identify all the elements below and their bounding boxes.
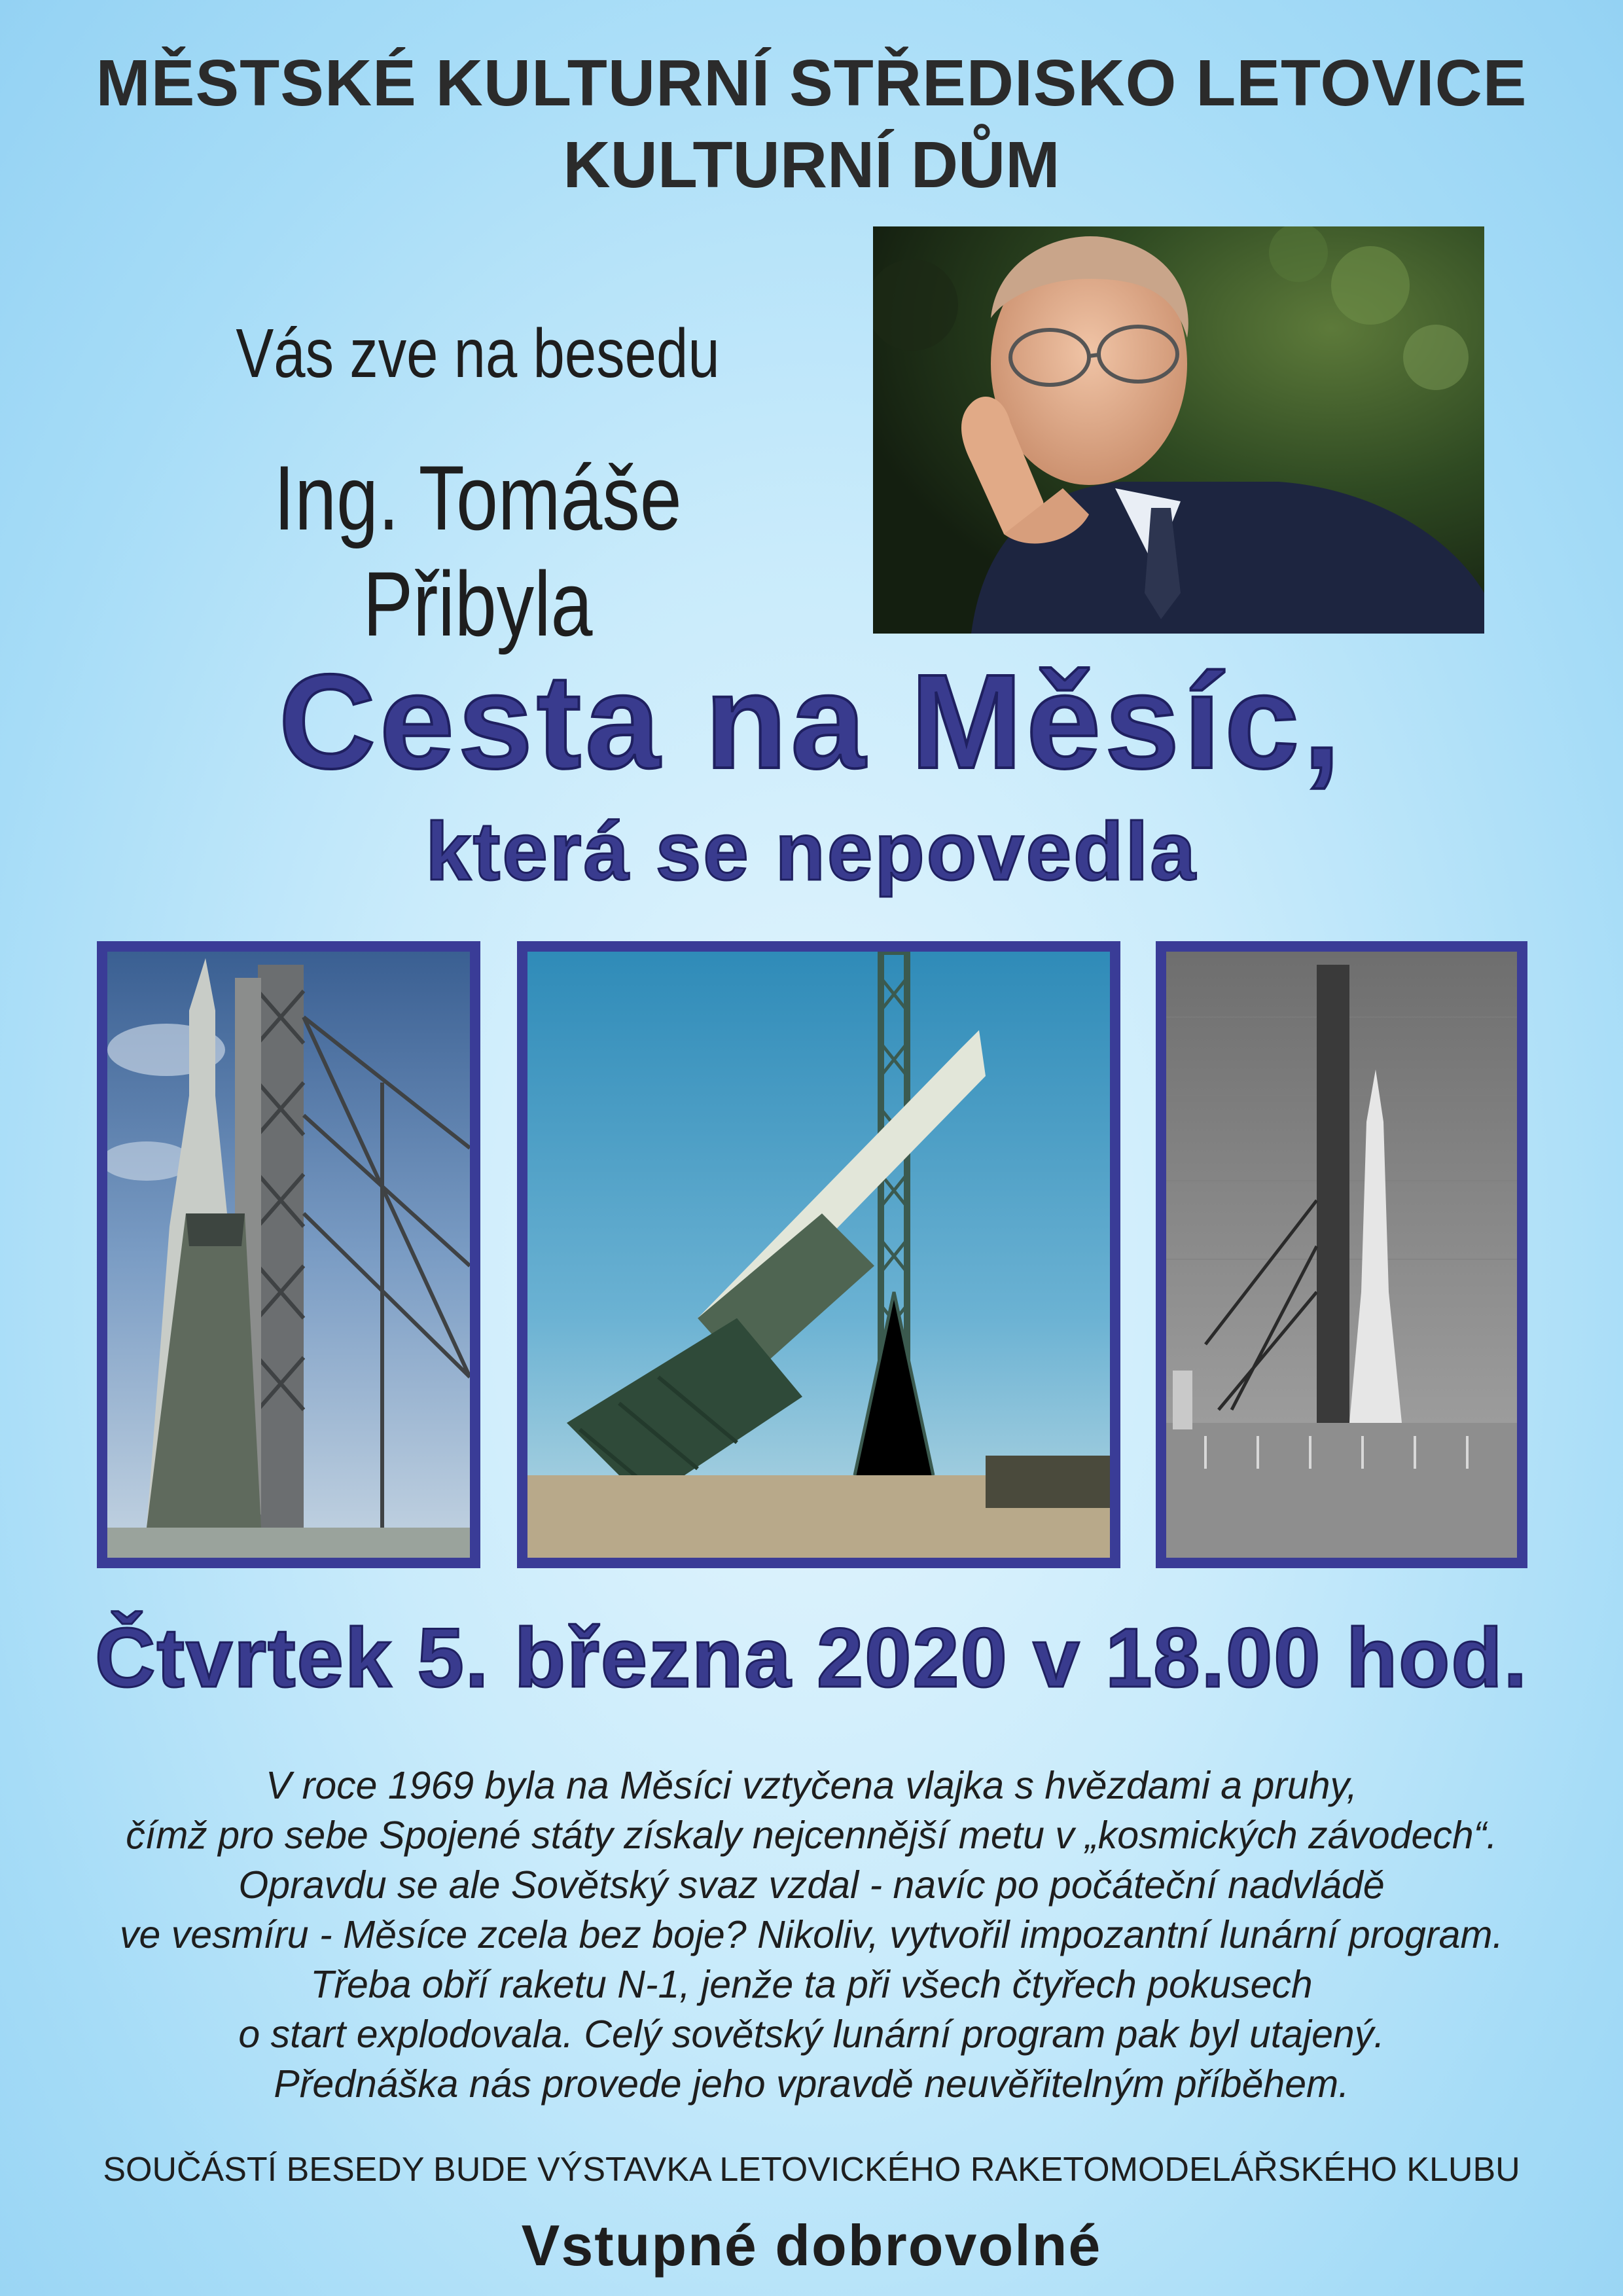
description-line: V roce 1969 byla na Měsíci vztyčena vlajka s hvězdami a pruhy, (265, 1764, 1358, 1807)
speaker-portrait-photo (873, 226, 1484, 634)
description-line: Opravdu se ale Sovětský svaz vzdal - navíc po počáteční nadvládě (238, 1863, 1385, 1907)
venue-name: KULTURNÍ DŮM (563, 128, 1060, 202)
description-line: čímž pro sebe Spojené státy získaly nejcennější metu v „kosmických závodech“. (126, 1814, 1497, 1857)
description-line: o start explodovala. Celý sovětský lunární program pak byl utajený. (238, 2013, 1385, 2056)
description-line: ve vesmíru - Měsíce zcela bez boje? Nikoliv, vytvořil impozantní lunární program. (120, 1913, 1503, 1956)
description-line: Třeba obří raketu N-1, jenže ta při všech čtyřech pokusech (310, 1963, 1313, 2006)
admission-note: Vstupné dobrovolné (521, 2213, 1102, 2278)
exhibition-note: SOUČÁSTÍ BESEDY BUDE VÝSTAVKA LETOVICKÉHO RAKETOMODELÁŘSKÉHO KLUBU (103, 2151, 1520, 2189)
rocket-photo-2 (517, 941, 1120, 1568)
rocket-photo-1 (97, 941, 480, 1568)
event-description (0, 1761, 1623, 2109)
event-date-time: Čtvrtek 5. března 2020 v 18.00 hod. (94, 1611, 1529, 1705)
description-line: Přednáška nás provede jeho vpravdě neuvěřitelným příběhem. (274, 2062, 1349, 2106)
event-title: Cesta na Měsíc, (278, 647, 1345, 797)
organizer-name: MĚSTSKÉ KULTURNÍ STŘEDISKO LETOVICE (96, 46, 1527, 120)
invitation-line: Vás zve na besedu (236, 315, 720, 392)
speaker-name: Ing. Tomáše Přibyla (274, 446, 682, 655)
rocket-photo-3 (1156, 941, 1527, 1568)
event-subtitle: která se nepovedla (425, 806, 1198, 897)
